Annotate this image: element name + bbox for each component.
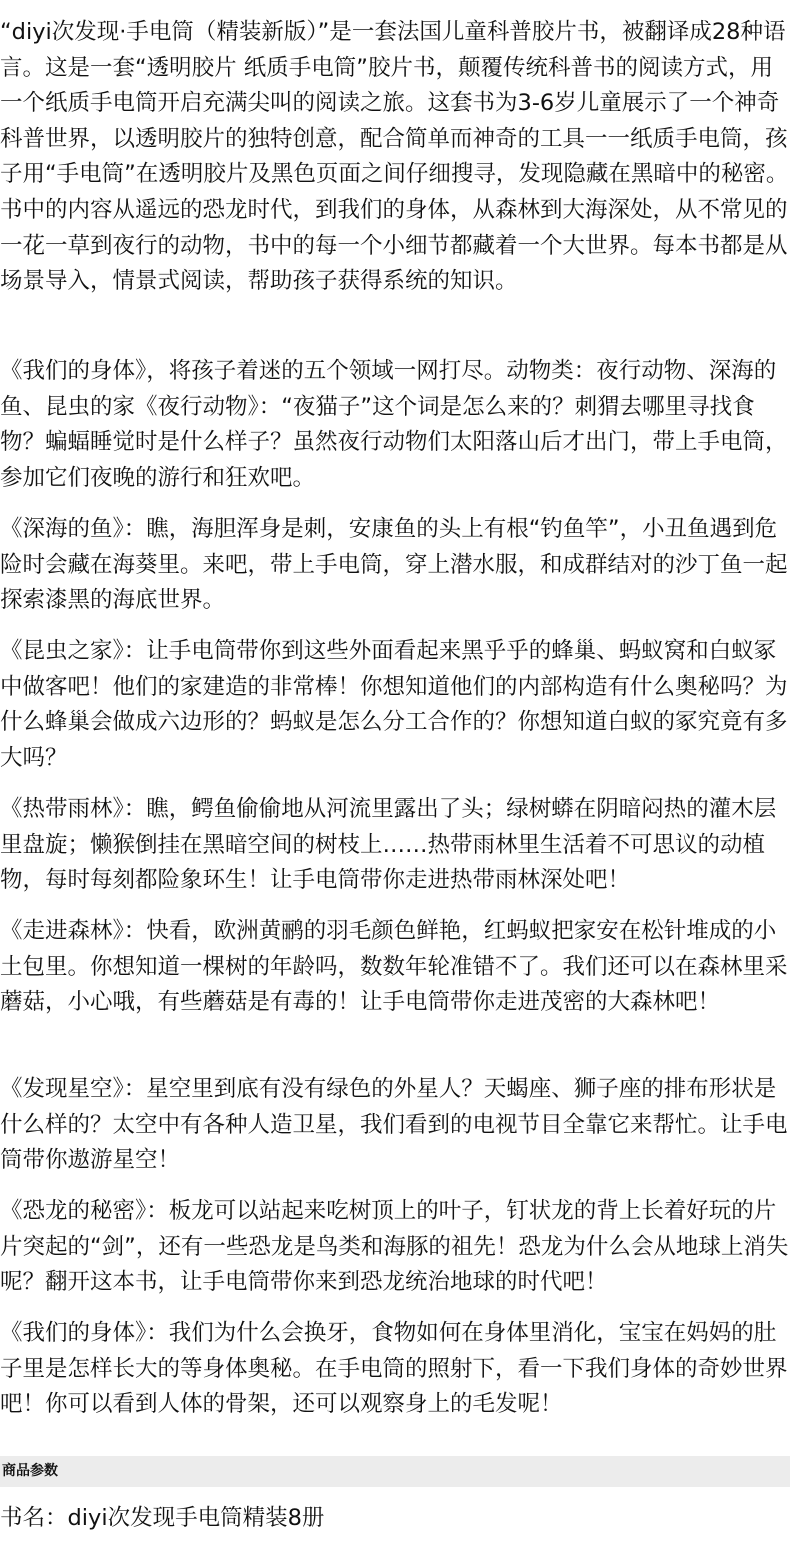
product-params-header xyxy=(0,1456,790,1487)
book-paragraph-our-body-overview: 《我们的身体》，将孩子着迷的五个领域一网打尽。动物类：夜行动物、深海的鱼、昆虫的家《夜行动物》：“夜猫子”这个词是怎么来的？刺猬去哪里寻找食物？蝙蝠睡觉时是什么样子？虽然夜行动物们太阳落山后才出门，带上手电筒，参加它们夜晚的游行和狂欢吧。 xyxy=(0,358,788,491)
book-paragraph-forest: 《走进森林》：快看，欧洲黄鹂的羽毛颜色鲜艳，红蚂蚁把家安在松针堆成的小土包里。你想知道一棵树的年龄吗，数数年轮准错不了。我们还可以在森林里采蘑菇，小心哦，有些蘑菇是有毒的！让手电筒带你走进茂密的大森林吧！ xyxy=(0,918,788,1016)
book-paragraph-rainforest: 《热带雨林》：瞧，鳄鱼偷偷地从河流里露出了头；绿树蟒在阴暗闷热的灌木层里盘旋；懒猴倒挂在黑暗空间的树枝上……热带雨林里生活着不可思议的动植物，每时每刻都险象环生！让手电筒带你走进热带雨林深处吧！ xyxy=(0,796,777,894)
book-paragraph-insect-home: 《昆虫之家》：让手电筒带你到这些外面看起来黑乎乎的蜂巢、蚂蚁窝和白蚁冢中做客吧！他们的家建造的非常棒！你想知道他们的内部构造有什么奥秘吗？为什么蜂巢会做成六边形的？蚂蚁是怎么分工合作的？你想知道白蚁的冢究竟有多大吗？ xyxy=(0,638,788,771)
book-paragraph-starry-sky: 《发现星空》：星空里到底有没有绿色的外星人？天蝎座、狮子座的排布形状是什么样的？太空中有各种人造卫星，我们看到的电视节目全靠它来帮忙。让手电筒带你遨游星空！ xyxy=(0,1076,788,1174)
section-title: 商品参数 xyxy=(2,1463,58,1479)
param-book-name: 书名：diyi次发现手电筒精装8册 xyxy=(0,1505,325,1531)
book-paragraph-dinosaur-secrets: 《恐龙的秘密》：板龙可以站起来吃树顶上的叶子，钉状龙的背上长着好玩的片片突起的“剑”，还有一些恐龙是鸟类和海豚的祖先！恐龙为什么会从地球上消失呢？翻开这本书，让手电筒带你来到恐龙统治地球的时代吧！ xyxy=(0,1198,789,1296)
intro-paragraph: “diyi次发现·手电筒（精装新版）”是一套法国儿童科普胶片书，被翻译成28种语言。这是一套“透明胶片 纸质手电筒”胶片书，颠覆传统科普书的阅读方式，用一个纸质手电筒开启充满尖叫的阅读之旅。这套书为3-6岁儿童展示了一个神奇科普世界，以透明胶片的独特创意，配合简单而神奇的工具一一纸质手电筒，孩子用“手电筒”在透明胶片及黑色页面之间仔细搜寻，发现隐藏在黑暗中的秘密。书中的内容从遥远的恐龙时代，到我们的身体，从森林到大海深处，从不常见的一花一草到夜行的动物，书中的每一个小细节都藏着一个大世界。每本书都是从场景导入，情景式阅读，帮助孩子获得系统的知识。 xyxy=(0,19,789,295)
book-paragraph-our-body: 《我们的身体》：我们为什么会换牙，食物如何在身体里消化，宝宝在妈妈的肚子里是怎样长大的等身体奥秘。在手电筒的照射下，看一下我们身体的奇妙世界吧！你可以看到人体的骨架，还可以观察身上的毛发呢！ xyxy=(0,1320,788,1418)
book-paragraph-deep-sea-fish: 《深海的鱼》：瞧，海胆浑身是刺，安康鱼的头上有根“钓鱼竿”，小丑鱼遇到危险时会藏在海葵里。来吧，带上手电筒，穿上潜水服，和成群结对的沙丁鱼一起探索漆黑的海底世界。 xyxy=(0,516,788,614)
